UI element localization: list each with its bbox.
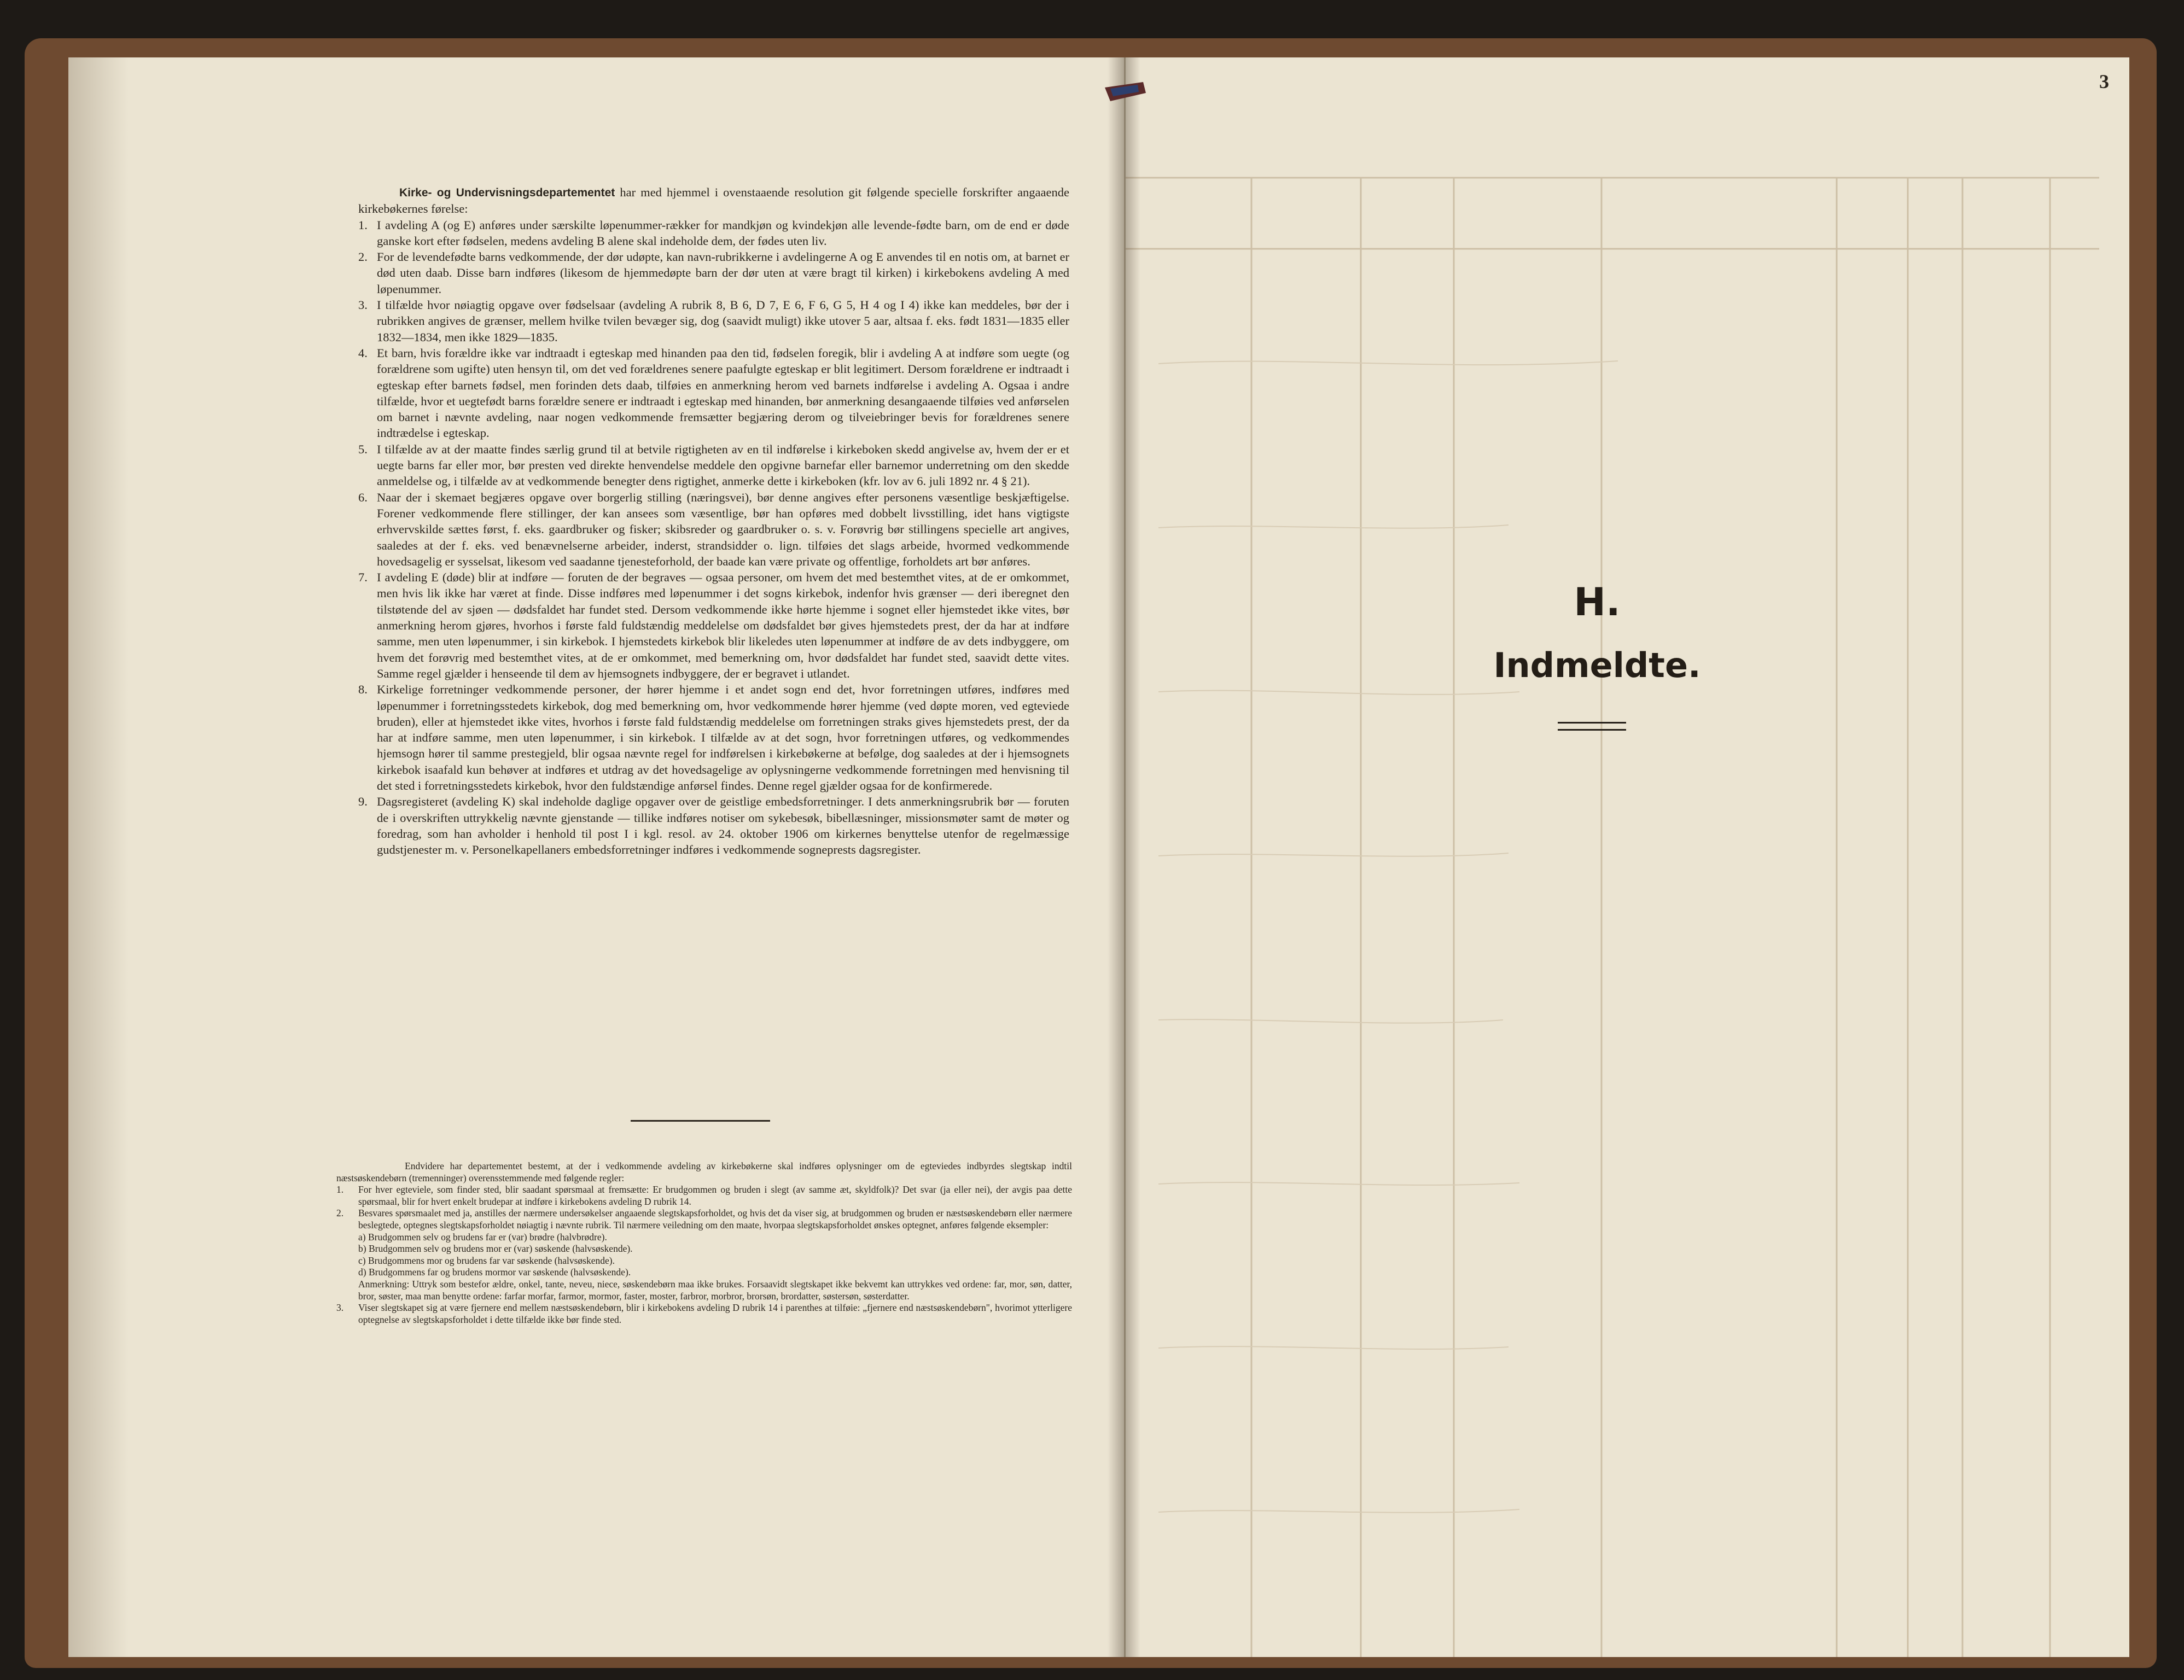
section-divider [631, 1120, 770, 1122]
regulation-item: 1. I avdeling A (og E) anføres under særskilte løpenummer-rækker for mandkjøn og kvindekjøn alle levende-fødte barn, om de end er døde ganske kort efter fødselen, medens avdeling B alene skal indeholde dem, der fødes uten liv. [358, 218, 1069, 248]
supplement-intro: Endvidere har departementet bestemt, at der i vedkommende avdeling av kirkebøkerne skal indføres oplysninger om de egteviedes indbyrdes slegtskap indtil næstsøskendebørn (tremenninger) overensstemmende med følgende regler: [336, 1160, 1072, 1183]
left-page-shadow [68, 57, 129, 1657]
regulations-list [358, 217, 1069, 858]
regulation-item: 5. I tilfælde av at der maatte findes særlig grund til at betvile rigtigheten av en til indførelse i kirkeboken skedd angivelse av, hvem der er et uegte barns far eller mor, bør presten ved direkte henvendelse meddele den opgivne barnefar eller barnemor underretning om den skedde anmeldelse og, i tilfælde av at vedkommende benegter dens rigtighet, anmerke dette i kirkeboken (kfr. lov av 6. juli 1892 nr. 4 § 21). [358, 442, 1069, 488]
supplement-item: 1. For hver egteviele, som finder sted, blir saadant spørsmaal at fremsætte: Er brudgommen og bruden i slegt (av samme æt, skyldfolk)? Det svar (ja eller nei), der avgis paa dette spørsmaal, blir for hvert enkelt brudepar at indføre i kirkebokens avdeling D rubrik 14. [336, 1184, 1072, 1207]
note: Anmerkning: Uttryk som bestefor ældre, onkel, tante, neveu, niece, søskendebørn maa ikke brukes. Forsaavidt slegtskapet ikke bekvemt kan uttrykkes ved ordene: far, mor, søn, datter, bror, søster, maa man benytte ordene: farfar morfar, farmor, mormor, faster, moster, farbror, morbror, brorsøn, brordatter, søstersøn, søsterdatter. [358, 1278, 1072, 1302]
regulations-text [358, 184, 1069, 858]
regulation-item: 3. I tilfælde hvor nøiagtig opgave over fødselsaar (avdeling A rubrik 8, B 6, D 7, E 6, F 6, G 5, H 4 og I 4) ikke kan meddeles, bør der i rubrikken angives de grænser, mellem hvilke tvilen bevæger sig, dog (saavidt muligt) ikke utover 5 aar, altsaa f. eks. født 1831—1835 eller 1832—1834, men ikke 1829—1835. [358, 298, 1069, 344]
book-gutter [1108, 57, 1140, 1657]
example-item: a) Brudgommen selv og brudens far er (var) brødre (halvbrødre). [358, 1231, 607, 1242]
section-letter: H. [1574, 580, 1621, 625]
supplement-item: 3. Viser slegtskapet sig at være fjernere end mellem næstsøskendebørn, blir i kirkebokens avdeling D rubrik 14 i parenthes at tilføie: „fjernere end næstsøskendebørn", hvorimot ytterligere optegnelse av slegtskapsforholdet i dette tilfælde ikke bør finde sted. [336, 1302, 1072, 1325]
example-list [336, 1232, 1072, 1303]
example-item: d) Brudgommens far og brudens mormor var søskende (halvsøskende). [358, 1267, 631, 1278]
page-number: 3 [2099, 71, 2109, 92]
supplement-list [336, 1184, 1072, 1231]
regulation-item: 9. Dagsregisteret (avdeling K) skal indeholde daglige opgaver over de geistlige embedsforretninger. I dets anmerkningsrubrik bør — foruten de i overskriften uttrykkelig nævnte gjenstande — tillike indføres notiser om sykebesøk, bibellæsninger, missionsmøter samt de møter og foredrag, som han avholder i henhold til post I i kgl. resol. av 24. oktober 1906 om kirkernes benyttelse utenfor de regelmæssige gudstjenester m. v. Personelkapellaners embedsforretninger indføres i vedkommende sogneprests dagsregister. [358, 795, 1069, 857]
supplement-list-cont [336, 1302, 1072, 1326]
section-title: Indmeldte. [1493, 645, 1701, 685]
example-item: b) Brudgommen selv og brudens mor er (var) søskende (halvsøskende). [358, 1243, 633, 1255]
regulation-item: 7. I avdeling E (døde) blir at indføre — foruten de der begraves — ogsaa personer, om hvem det med bestemthet vites, at de er omkommet, men hvis lik ikke har været at finde. Disse indføres med løpenummer i det sogns kirkebok, indenfor hvis grænser — deri iberegnet den tilstøtende del av sjøen — dødsfaldet har fundet sted. Dersom vedkommende ikke hørte hjemme i sognet eller hjemstedet ikke vites, bør anmerkning herom gjøres, hvorhos i første fald fuldstændig meddelelse om dødsfaldet bør gives hjemstedets prest, der da har at indføre samme, men uten løpenummer, i sin kirkebok. I hjemstedets kirkebok blir likeledes uten løpenummer at indføre de av dets indbyggere, om hvem det forøvrig med bestemthet vites, at de er omkommet, med bemerkning om, hvor dødsfaldet har fundet sted, saavidt dette vites. Samme regel gjælder i henseende til dem av hjemsognets indbyggere, der er begravet i utlandet. [358, 570, 1069, 680]
regulation-item: 8. Kirkelige forretninger vedkommende personer, der hører hjemme i et andet sogn end det, hvor forretningen utføres, indføres med løpenummer i forretningsstedets kirkebok, dog med bemerkning om, hvor vedkommende hører hjemme (ved døpte moren, ved egteviede bruden), eller at hjemstedet ikke vites, hvorhos i første fald fuldstændig meddelelse om forretningen straks gives hjemstedets prest, der da har at indføre samme, men uten løpenummer, i sin kirkebok. I tilfælde av at det sogn, hvor forretningen utføres, og vedkommendes hjemsogn hører til samme prestegjeld, blir ogsaa nævnte regel for indførelsen i kirkebøkerne at befølge, dog saaledes at der i hjemsognets kirkebok isaafald kun behøver at indføres et utdrag av det hovedsagelige av oplysningerne vedkommende forretningen med henvisning til det sted i forretningsstedets kirkebok, hvor den fuldstændige anførsel findes. Denne regel gjælder ogsaa for de konfirmerede. [358, 682, 1069, 792]
regulation-item: 6. Naar der i skemaet begjæres opgave over borgerlig stilling (næringsvei), bør denne angives efter personens væsentlige beskjæftigelse. Forener vedkommende flere stillinger, der kan ansees som væsentlige, bør han opføres med dobbelt livsstilling, idet hans vigtigste erhvervskilde sættes først, f. eks. gaardbruker og fisker; skibsreder og gaardbruker o. s. v. Forøvrig bør stillingens specielle art angives, saaledes at der f. eks. ved benævnelserne arbeider, inderst, strandsidder o. lign. tilføies det slags arbeide, hvormed vedkommende hovedsagelig er sysselsat, likesom ved saadanne tjenesteforhold, der baade kan være private og offentlige, forholdets art bør anføres. [358, 490, 1069, 568]
ruled-register-grid [1126, 57, 2129, 1657]
bookmark-ribbon [1105, 77, 1149, 109]
regulation-item: 4. Et barn, hvis forældre ikke var indtraadt i egteskap med hinanden paa den tid, fødselen foregik, blir i avdeling A at indføre som uegte (og forældrene som ugifte) uten hensyn til, om det ved forældrenes senere paafulgte egteskap er blit legitimert. Dersom forældrene er indtraadt i egteskap efter barnets fødsel, men forinden dets daab, tilføies en anmerkning herom ved barnets indførelse i avdeling A. Ogsaa i andre tilfælde, hvor et uegtefødt barns forældre senere er indtraadt i egteskap med hinanden, bør anmerkning desangaaende tilføies ved anførselen om barnet i nævnte avdeling, naar nogen vedkommende fremsætter begjæring derom og tilveiebringer bevis for forældrenes senere indtrædelse i egteskap. [358, 346, 1069, 440]
supplement-text [336, 1160, 1072, 1326]
regulation-item: 2. For de levendefødte barns vedkommende, der dør udøpte, kan navn-rubrikkerne i avdelingerne A og E anvendes til en notis om, at barnet er død uten daab. Disse barn indføres (likesom de hjemmedøpte barn der dør uten at være bragt til kirken) i kirkebokens avdeling A med løpenummer. [358, 250, 1069, 296]
regulations-intro: Kirke- og Undervisningsdepartementet har med hjemmel i ovenstaaende resolution git følgende specielle forskrifter angaaende kirkebøkernes førelse: [358, 185, 1070, 216]
example-item: c) Brudgommens mor og brudens far var søskende (halvsøskende). [358, 1255, 615, 1266]
title-double-rule [1558, 722, 1626, 731]
supplement-item: 2. Besvares spørsmaalet med ja, anstilles der nærmere undersøkelser angaaende slegtskapsforholdet, og hvis det da viser sig, at brudgommen og bruden er næstsøskendebørn eller nærmere beslegtede, optegnes slegtskapsforholdet nøiagtig i nævnte rubrik. Til nærmere veiledning om den maate, hvorpaa slegtskapsforholdet ønskes optegnet, anføres følgende eksempler: [336, 1208, 1072, 1230]
